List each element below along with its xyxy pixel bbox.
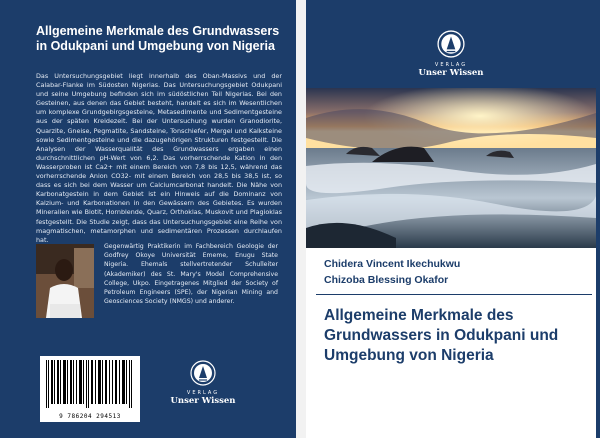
title-divider — [316, 294, 592, 295]
author-list — [324, 256, 594, 288]
publisher-logo-front — [411, 30, 491, 78]
publisher-emblem-icon — [190, 360, 216, 386]
front-top-band — [306, 0, 600, 10]
front-cover — [306, 0, 600, 438]
publisher-name: Unser Wissen — [170, 396, 236, 406]
isbn-barcode — [40, 356, 140, 422]
back-cover — [0, 0, 296, 438]
publisher-verlag-label: VERLAG — [434, 62, 468, 68]
publisher-emblem-icon — [437, 30, 465, 58]
author-name: Chizoba Blessing Okafor — [324, 274, 449, 286]
author-bio: Gegenwärtig Praktikerin im Fachbereich Geologie der Godfrey Okoye Universität Ememe, Enugu State Nigeria. Ehemals stellvertretender Schulleiter (Akademiker) des St. Mary's Model Comprehensive College, Ukpo. Eingetragenes Mitglied der Society of Petroleum Engineers (SPE), der Nigerian Mining and Geosciences Society (NMGS) und anderer. — [104, 243, 278, 306]
front-header — [306, 10, 596, 88]
isbn-number: 9 786204 294513 — [59, 413, 121, 420]
front-cover-title: Allgemeine Merkmale des Grundwassers in Odukpani und Umgebung von Nigeria — [324, 307, 559, 364]
publisher-verlag-label: VERLAG — [186, 390, 220, 396]
back-cover-title: Allgemeine Merkmale des Grundwassers in Odukpani und Umgebung von Nigeria — [36, 24, 280, 53]
cover-photo-seascape — [306, 88, 596, 248]
author-photo — [36, 244, 94, 318]
publisher-logo-back — [168, 360, 238, 406]
front-side-band — [596, 0, 600, 438]
back-cover-blurb: Das Untersuchungsgebiet liegt innerhalb des Oban-Massivs und der Calabar-Flanke im Südosten Nigerias. Das Untersuchungsgebiet Odukpani und seine Umgebung befinden sich im südöstlichen Teil Nigerias. Bei den Gesteinen, aus denen das Gebiet besteht, handelt es sich im Wesentlichen um komplexe Grundgebirgsgesteine, Metasedimente und Sedimentgesteine aus der späten Kreidezeit. Bei der Untersuchung wurden Granodiorite, Quarzite, Gneise, Pegmatite, Sandsteine, Tonschiefer, Mergel und Kalksteine sowie Sedimentgesteine und die dazugehörigen Strukturen festgestellt. Die Analysen der Wasserqualität des Grundwassers ergaben einen durchschnittlichen pH-Wert von 6,2. Das vorherrschende Kation in den Wasserproben ist Ca2+ mit einem Bereich von 7,8 bis 12,5, während das vorherrschende Anion CO32- mit einem Bereich von 28,5 bis 38,5 ist, so dass es sich bei dem Wasser um Calciumcarbonat handelt. Die Nähe von Karbonatgestein in dem Gebiet ist ein Hinweis auf die Dominanz von Kalzium- und Karbonationen in den Gewässern des Gebietes. Es wurden Mineralien wie Biotit, Hornblende, Quarz, Orthoklas, Muskovit und Plagioklas festgestellt. Die Studie zeigt, dass das Untersuchungsgebiet eine Reihe von magmatischen, metamorphen und sedimentären Prozessen durchlaufen hat. — [36, 72, 282, 244]
spine — [296, 0, 306, 438]
publisher-name: Unser Wissen — [418, 68, 484, 78]
author-name: Chidera Vincent Ikechukwu — [324, 258, 461, 270]
